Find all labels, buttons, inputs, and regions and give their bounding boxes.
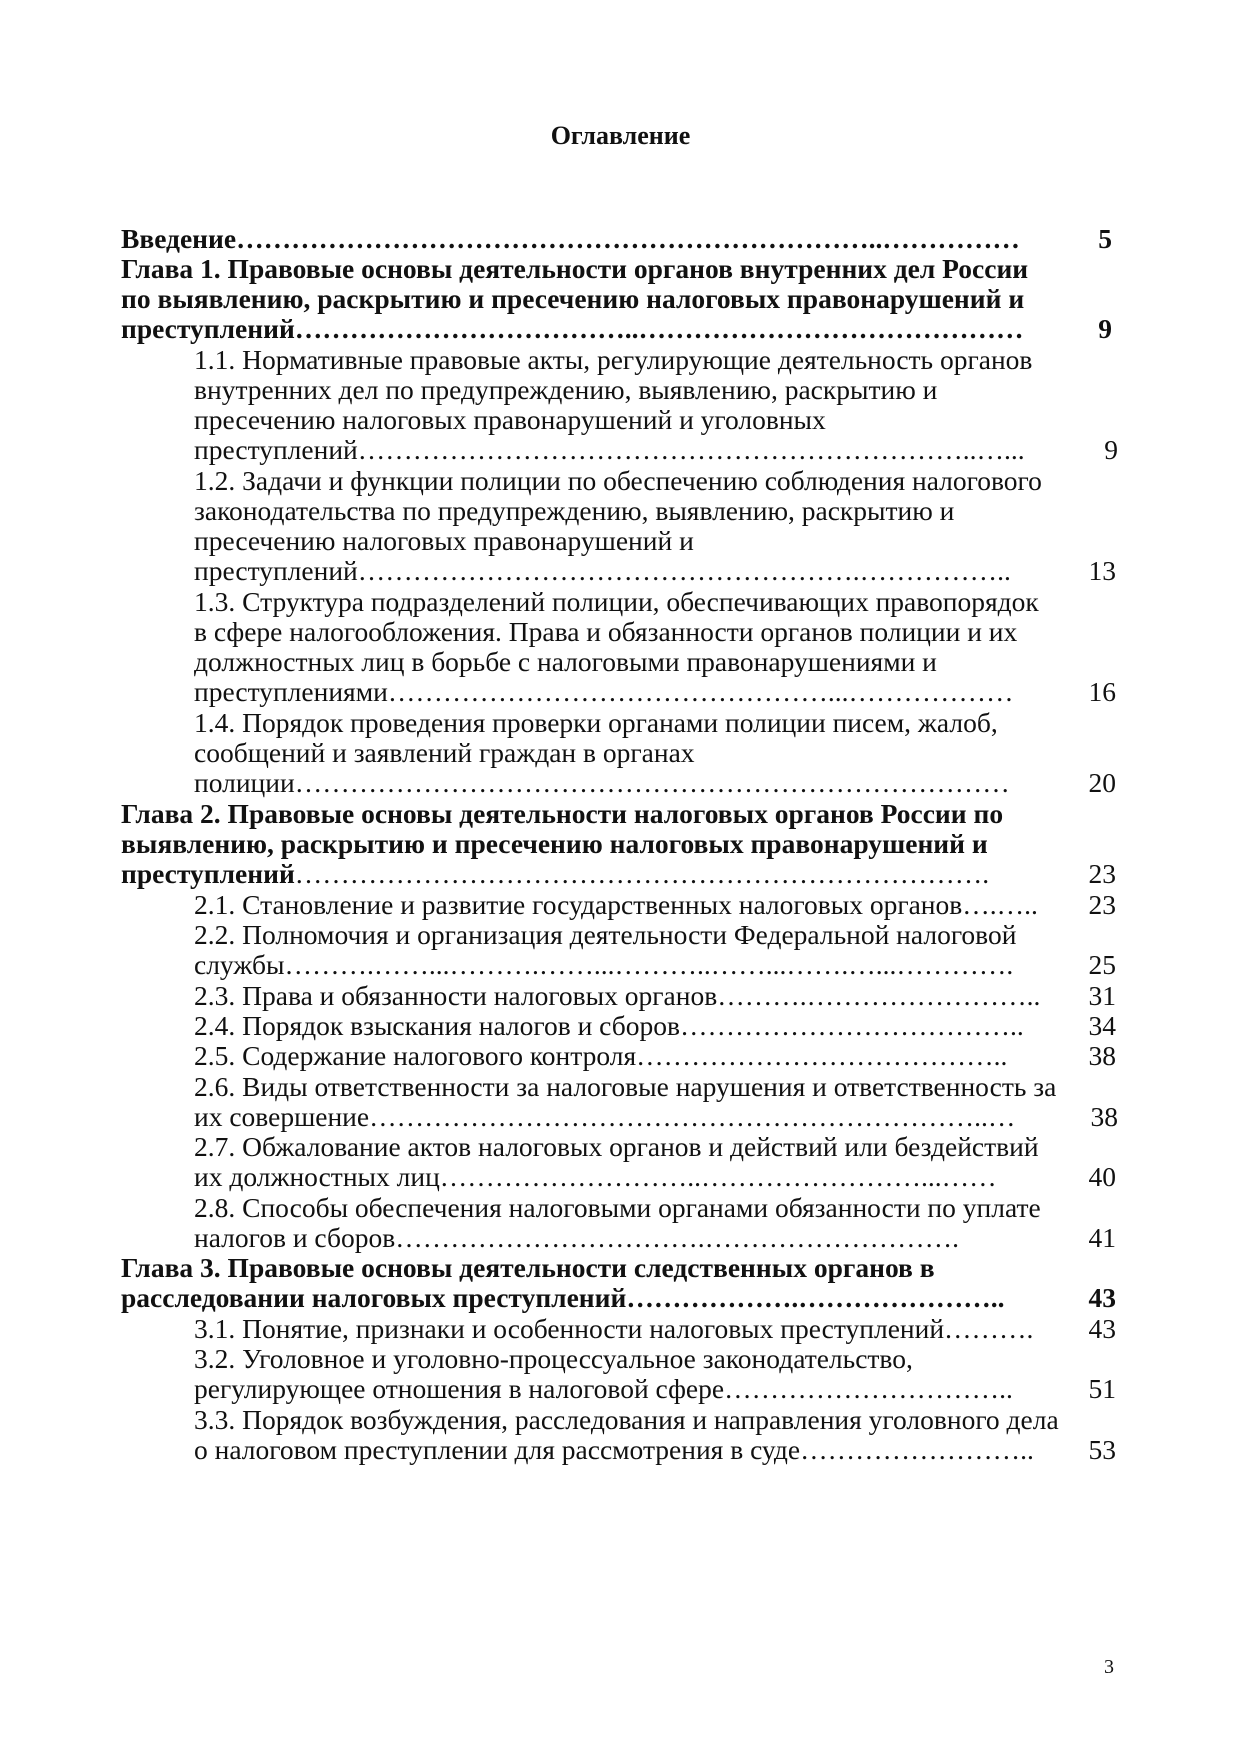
toc-section-3-3-last[interactable]: о налоговом преступлении для рассмотрения в суде …………………….. 53 <box>194 1434 1116 1465</box>
toc-section-1-1-line-1[interactable]: 1.1. Нормативные правовые акты, регулирующие деятельность органов <box>194 344 1033 375</box>
toc-section-2-8-last[interactable]: налогов и сборов …………………………….………………………. 41 <box>194 1222 1116 1253</box>
toc-section-2-6-last[interactable]: их совершение …………………………………………………………..… 38 <box>194 1101 1118 1132</box>
toc-section-1-3-line-2[interactable]: в сфере налогообложения. Права и обязанности органов полиции и их <box>194 616 1018 647</box>
toc-section-1-2-line-3[interactable]: пресечению налоговых правонарушений и <box>194 525 694 556</box>
toc-section-1-4-last[interactable]: полиции …………………………………………………………………… 20 <box>194 767 1116 798</box>
toc-section-2-1[interactable]: 2.1. Становление и развитие государственных налоговых органов ….….. 23 <box>194 889 1116 920</box>
toc-chapter-3-line-1[interactable]: Глава 3. Правовые основы деятельности следственных органов в <box>121 1252 935 1283</box>
toc-chapter-1-line-1[interactable]: Глава 1. Правовые основы деятельности органов внутренних дел России <box>121 253 1029 284</box>
toc-chapter-1-line-2[interactable]: по выявлению, раскрытию и пресечению налоговых правонарушений и <box>121 283 1025 314</box>
toc-section-2-2-last[interactable]: службы ……….……...……….……...………..……...…….…...…………. 25 <box>194 949 1116 980</box>
toc-section-1-3-line-1[interactable]: 1.3. Структура подразделений полиции, обеспечивающих правопорядок <box>194 586 1039 617</box>
toc-section-3-2-last[interactable]: регулирующее отношения в налоговой сфере ………………………….. 51 <box>194 1373 1116 1404</box>
toc-section-3-1[interactable]: 3.1. Понятие, признаки и особенности налоговых преступлений ………. 43 <box>194 1313 1116 1344</box>
toc-section-2-5[interactable]: 2.5. Содержание налогового контроля ………………………………….. 38 <box>194 1040 1116 1071</box>
toc-section-1-2-line-2[interactable]: законодательства по предупреждению, выявлению, раскрытию и <box>194 495 955 526</box>
toc-section-1-3-line-3[interactable]: должностных лиц в борьбе с налоговыми правонарушениями и <box>194 646 937 677</box>
toc-section-3-3-line-1[interactable]: 3.3. Порядок возбуждения, расследования и направления уголовного дела <box>194 1404 1059 1435</box>
toc-section-1-1-line-2[interactable]: внутренних дел по предупреждению, выявлению, раскрытию и <box>194 374 938 405</box>
toc-chapter-1-last[interactable]: преступлений ………………………………..…………………………………… 9 <box>121 313 1112 344</box>
toc-section-2-4[interactable]: 2.4. Порядок взыскания налогов и сборов ……………………………….. 34 <box>194 1010 1116 1041</box>
page-number: 3 <box>1104 1656 1114 1678</box>
toc-section-1-4-line-2[interactable]: сообщений и заявлений граждан в органах <box>194 737 695 768</box>
toc-title: Оглавление <box>550 121 691 150</box>
toc-chapter-2-last[interactable]: преступлений …………………………………………………………………. 23 <box>121 858 1116 889</box>
toc-section-2-3[interactable]: 2.3. Права и обязанности налоговых органов ……….…………………….. 31 <box>194 980 1116 1011</box>
toc-section-2-6-line-1[interactable]: 2.6. Виды ответственности за налоговые нарушения и ответственность за <box>194 1071 1057 1102</box>
toc-chapter-2-line-2[interactable]: выявлению, раскрытию и пресечению налоговых правонарушений и <box>121 828 988 859</box>
toc-chapter-3-last[interactable]: расследовании налоговых преступлений ……………….………………….. 43 <box>121 1282 1116 1313</box>
toc-section-2-7-last[interactable]: их должностных лиц ………………………..……………………...…… 40 <box>194 1161 1116 1192</box>
toc-chapter-2-line-1[interactable]: Глава 2. Правовые основы деятельности налоговых органов России по <box>121 798 1004 829</box>
toc-section-2-8-line-1[interactable]: 2.8. Способы обеспечения налоговыми органами обязанности по уплате <box>194 1192 1041 1223</box>
toc-section-1-2-last[interactable]: преступлений ……………………………………………….…………….. 13 <box>194 555 1116 586</box>
toc-section-2-2-line-1[interactable]: 2.2. Полномочия и организация деятельности Федеральной налоговой <box>194 919 1017 950</box>
toc-section-1-4-line-1[interactable]: 1.4. Порядок проведения проверки органами полиции писем, жалоб, <box>194 707 998 738</box>
toc-section-1-1-line-3[interactable]: пресечению налоговых правонарушений и уголовных <box>194 404 826 435</box>
toc-section-1-2-line-1[interactable]: 1.2. Задачи и функции полиции по обеспечению соблюдения налогового <box>194 465 1042 496</box>
toc-section-2-7-line-1[interactable]: 2.7. Обжалование актов налоговых органов и действий или бездействий <box>194 1131 1039 1162</box>
toc-section-1-1-last[interactable]: преступлений …………………………………………………………..…... 9 <box>194 434 1118 465</box>
toc-section-1-3-last[interactable]: преступлениями …………………………………………...……………… 16 <box>194 676 1116 707</box>
toc-entry-intro[interactable]: Введение ……………………………………………………………..…………… 5 <box>121 223 1112 254</box>
toc-section-3-2-line-1[interactable]: 3.2. Уголовное и уголовно-процессуальное законодательство, <box>194 1343 913 1374</box>
